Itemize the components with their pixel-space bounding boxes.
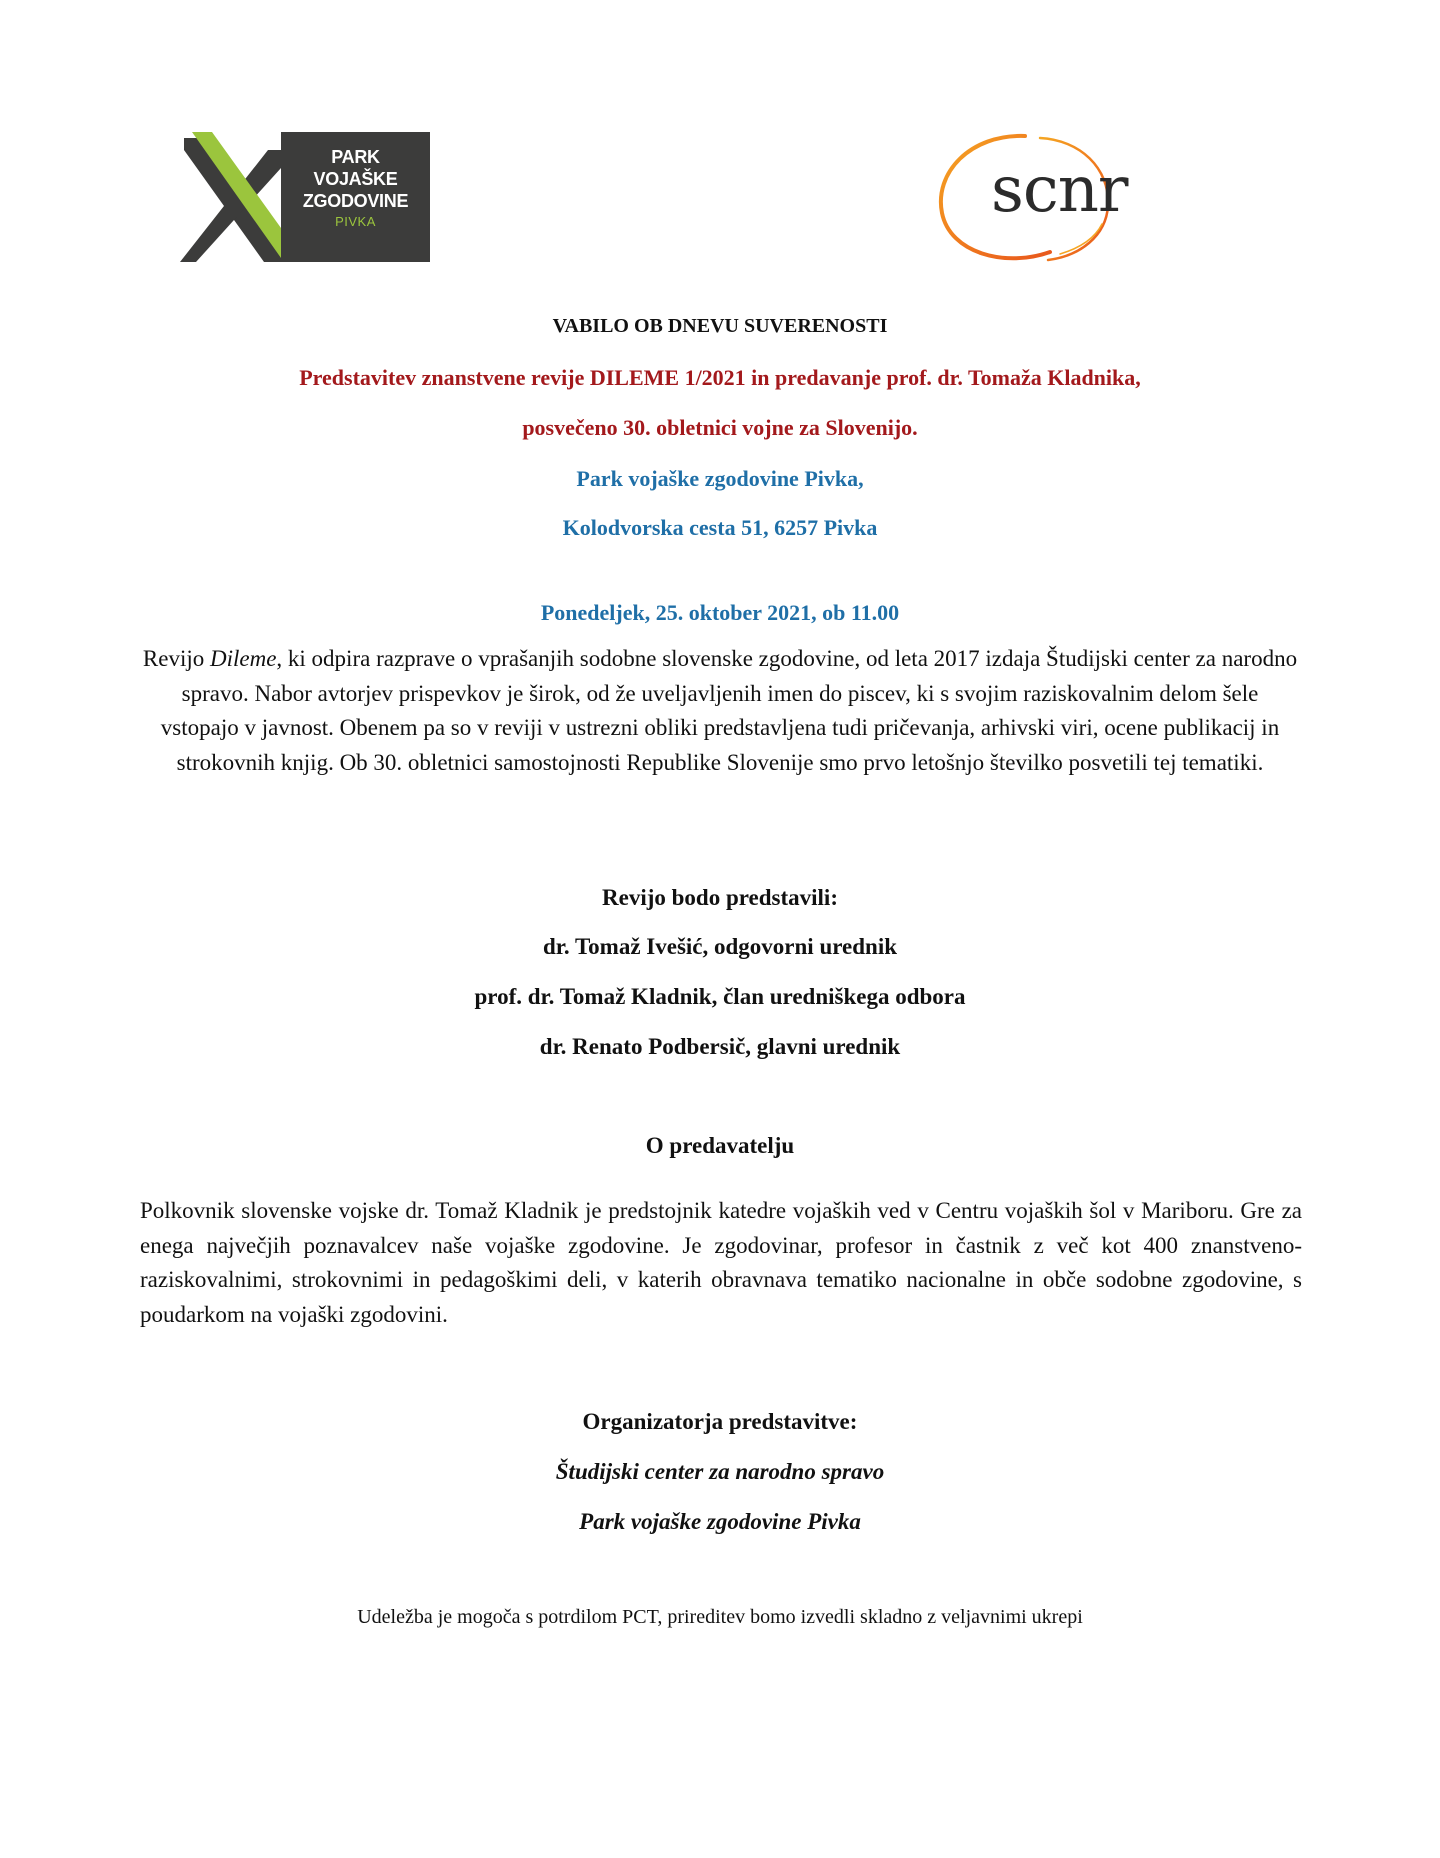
park-vojaske-zgodovine-logo (172, 132, 430, 262)
lecturer-heading: O predavatelju (645, 1133, 795, 1158)
presenter-item: dr. Tomaž Ivešić, odgovorni urednik (542, 934, 898, 959)
organizers-heading: Organizatorja predstavitve: (582, 1409, 858, 1434)
footer-note: Udeležba je mogoča s potrdilom PCT, prireditev bomo izvedli skladno z veljavnimi ukrepi (357, 1606, 1083, 1628)
invitation-title: VABILO OB DNEVU SUVERENOSTI (552, 315, 888, 337)
scnr-logo (930, 128, 1180, 268)
subtitle-line-1: Predstavitev znanstvene revije DILEME 1/2021 in predavanje prof. dr. Tomaža Kladnika, (299, 365, 1141, 390)
presenter-item: dr. Renato Podbersič, glavni urednik (539, 1034, 901, 1059)
logo-line-2: VOJAŠKE (313, 169, 398, 189)
intro-paragraph (140, 642, 1300, 780)
logo-line-4: PIVKA (335, 214, 376, 229)
intro-text: , ki odpira razprave o vprašanjih sodobne slovenske zgodovine, od leta 2017 izdaja Študijski center za narodno spravo. Nabor avtorjev prispevkov je širok, od že uveljavljenih imen do piscev, ki s svojim raziskovalnim delom šele vstopajo v javnost. Obenem pa so v reviji v ustrezni obliki predstavljena tudi pričevanja, arhivski viri, ocene publikacij in strokovnih knjig. Ob 30. obletnici samostojnosti Republike Slovenije smo prvo letošnjo številko posvetili tej tematiki. (160, 646, 1298, 775)
venue-address: Kolodvorska cesta 51, 6257 Pivka (562, 515, 878, 540)
intro-prefix: Revijo (142, 646, 210, 671)
journal-name: Dileme (210, 646, 277, 671)
organizer-item: Park vojaške zgodovine Pivka (579, 1509, 861, 1534)
logo-line-1: PARK (331, 147, 380, 167)
logo-box (281, 132, 430, 262)
lecturer-paragraph: Polkovnik slovenske vojske dr. Tomaž Kladnik je predstojnik katedre vojaških ved v Centru vojaških šol v Mariboru. Gre za enega največjih poznavalcev naše vojaške zgodovine. Je zgodovinar, profesor in častnik z več kot 400 znanstveno-raziskovalnimi, strokovnimi in pedagoškimi deli, v katerih obravnava tematiko nacionalne in obče sodobne zgodovine, s poudarkom na vojaški zgodovini. (140, 1198, 1302, 1327)
subtitle-line-2: posvečeno 30. obletnici vojne za Slovenijo. (522, 415, 918, 440)
presenter-item: prof. dr. Tomaž Kladnik, član uredniškega odbora (474, 984, 966, 1009)
presenters-heading: Revijo bodo predstavili: (602, 885, 838, 910)
organizer-item: Študijski center za narodno spravo (555, 1459, 885, 1484)
venue-name: Park vojaške zgodovine Pivka, (576, 466, 864, 491)
scnr-wordmark: scnr (991, 153, 1128, 227)
event-date: Ponedeljek, 25. oktober 2021, ob 11.00 (540, 600, 900, 625)
logo-line-3: ZGODOVINE (302, 191, 409, 211)
